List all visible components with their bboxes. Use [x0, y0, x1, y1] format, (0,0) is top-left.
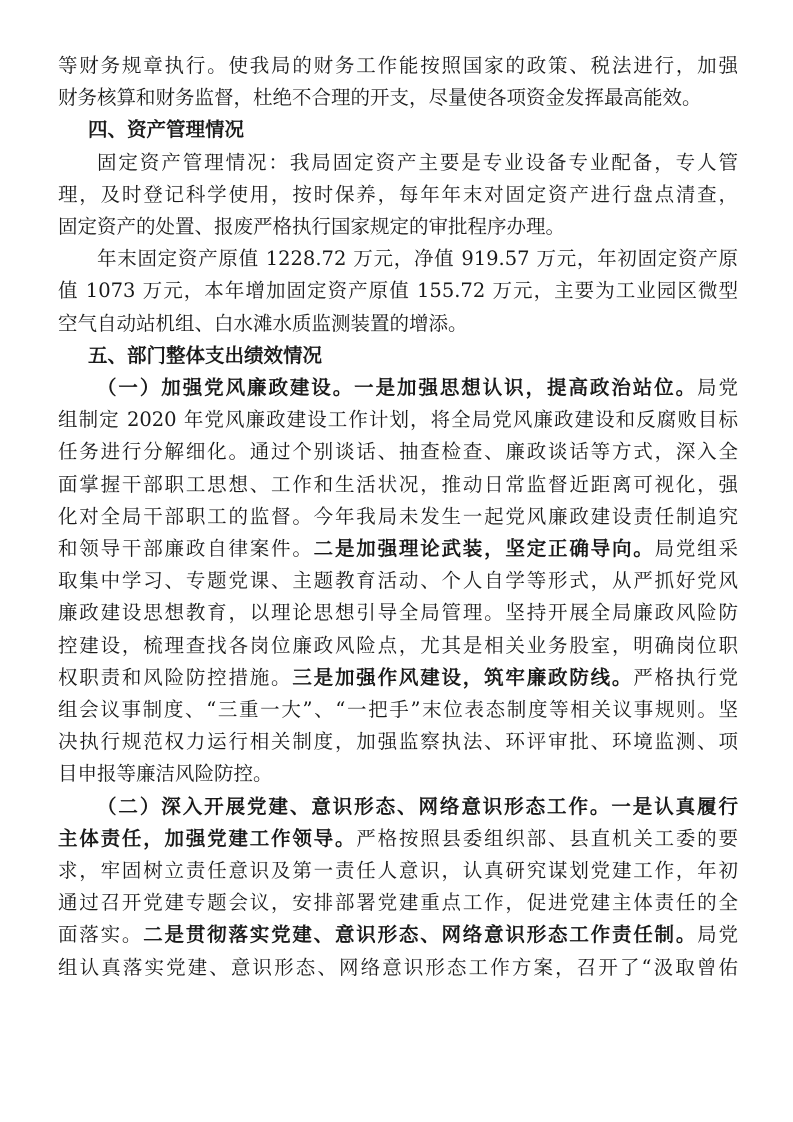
text-line	[58, 919, 738, 951]
text-run: 局党组采	[654, 537, 738, 561]
text-run: 权职责和风险防控措施。	[58, 665, 293, 689]
section-heading-performance: 五、部门整体支出绩效情况	[88, 343, 323, 367]
bold-subheading: （二）深入开展党建、意识形态、网络意识形态工作。一是认真履行	[97, 794, 738, 818]
text-run: 局党	[697, 376, 738, 400]
bold-subheading: 二是贯彻落实党建、意识形态、网络意识形态工作责任制。	[143, 923, 698, 947]
text-line: 值 1073 万元，本年增加固定资产原值 155.72 万元，主要为工业园区微型	[58, 279, 738, 303]
text-run: 局党	[697, 923, 738, 947]
text-line: 求，牢固树立责任意识及第一责任人意识，认真研究谋划党建工作，年初	[58, 859, 738, 883]
bold-subheading: 二是加强理论武装，坚定正确导向。	[313, 537, 655, 561]
bold-subheading: 三是加强作风建设，筑牢廉政防线。	[292, 665, 634, 689]
text-line: 年末固定资产原值 1228.72 万元，净值 919.57 万元，年初固定资产原	[97, 247, 738, 271]
text-line	[58, 823, 738, 855]
text-line: 组认真落实党建、意识形态、网络意识形态工作方案，召开了“汲取曾佑	[58, 955, 738, 979]
text-line: 固定资产的处置、报废严格执行国家规定的审批程序办理。	[58, 215, 566, 239]
text-line: 任务进行分解细化。通过个别谈话、抽查检查、廉政谈话等方式，深入全	[58, 440, 738, 464]
text-line: 空气自动站机组、白水滩水质监测装置的增添。	[58, 311, 468, 335]
paragraph-party-building	[58, 791, 738, 984]
text-run: 严格执行党	[633, 665, 738, 689]
text-line: 化对全局干部职工的监督。今年我局未发生一起党风廉政建设责任制追究	[58, 504, 738, 528]
section-heading-asset-management: 四、资产管理情况	[88, 118, 245, 142]
document-page	[58, 50, 738, 984]
text-line: 取集中学习、专题党课、主题教育活动、个人自学等形式，从严抓好党风	[58, 569, 738, 593]
text-line	[58, 662, 738, 694]
text-line: 组会议事制度、“三重一大”、“一把手”末位表态制度等相关议事规则。坚	[58, 698, 738, 722]
text-run: 严格按照县委组织部、县直机关工委的要	[356, 826, 738, 850]
text-line: 决执行规范权力运行相关制度，加强监察执法、环评审批、环境监测、项	[58, 730, 738, 754]
text-line: 等财务规章执行。使我局的财务工作能按照国家的政策、税法进行，加强	[58, 54, 738, 77]
paragraph-fixed-assets-values	[58, 243, 738, 340]
bold-subheading: （一）加强党风廉政建设。一是加强思想认识，提高政治站位。	[97, 376, 698, 400]
text-line: 财务核算和财务监督，杜绝不合理的开支，尽量使各项资金发挥最高能效。	[58, 86, 702, 110]
bold-subheading: 主体责任，加强党建工作领导。	[58, 826, 357, 850]
text-line: 通过召开党建专题会议，安排部署党建重点工作，促进党建主体责任的全	[58, 891, 738, 915]
text-line: 组制定 2020 年党风廉政建设工作计划，将全局党风廉政建设和反腐败目标	[58, 408, 738, 432]
paragraph-fixed-assets-management	[58, 147, 738, 244]
text-run: 和领导干部廉政自律案件。	[58, 537, 314, 561]
text-line	[58, 372, 738, 404]
text-line: 面掌握干部职工思想、工作和生活状况，推动日常监督近距离可视化，强	[58, 472, 738, 496]
paragraph-finance-continued	[58, 50, 738, 114]
text-line: 控建设，梳理查找各岗位廉政风险点，尤其是相关业务股室，明确岗位职	[58, 633, 738, 657]
text-line: 廉政建设思想教育，以理论思想引导全局管理。坚持开展全局廉政风险防	[58, 601, 738, 625]
text-line	[58, 533, 738, 565]
text-line: 理，及时登记科学使用，按时保养，每年年末对固定资产进行盘点清查，	[58, 182, 738, 206]
text-run: 面落实。	[58, 923, 144, 947]
text-line: 固定资产管理情况：我局固定资产主要是专业设备专业配备，专人管	[97, 150, 738, 174]
paragraph-party-conduct	[58, 372, 738, 791]
text-line: 目申报等廉洁风险防控。	[58, 762, 273, 786]
